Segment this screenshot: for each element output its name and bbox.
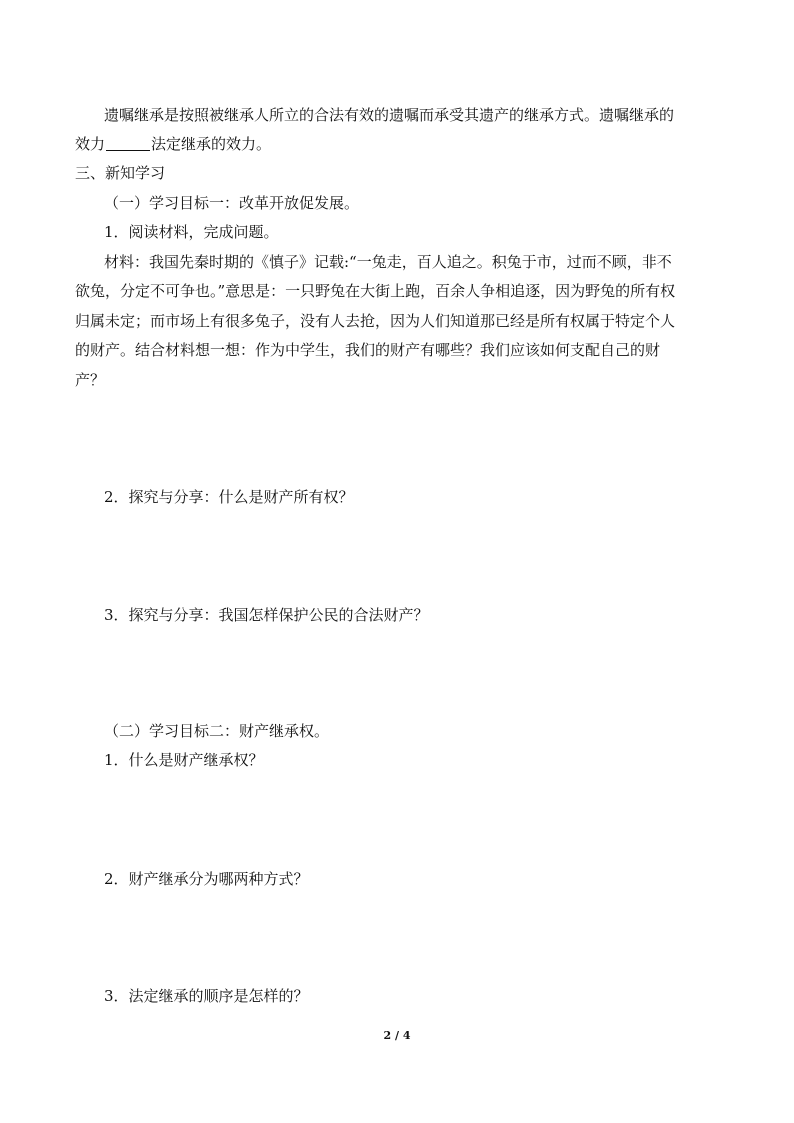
- section-heading: 三、新知学习: [75, 164, 166, 182]
- goal1-question-2: 2．探究与分享：什么是财产所有权？: [104, 488, 354, 506]
- goal2-question-1: 1．什么是财产继承权？: [104, 751, 264, 769]
- goal2-question-2: 2．财产继承分为哪两种方式？: [104, 870, 309, 888]
- goal1-heading: （一）学习目标一：改革开放促发展。: [104, 194, 360, 212]
- goal2-question-3: 3．法定继承的顺序是怎样的？: [104, 987, 309, 1005]
- intro-line-1: 遗嘱继承是按照被继承人所立的合法有效的遗嘱而承受其遗产的继承方式。遗嘱继承的: [104, 106, 675, 124]
- page-number: 2 / 4: [383, 1029, 411, 1042]
- material-line-2: 欲兔，分定不可争也。”意思是：一只野兔在大街上跑，百余人争相追逐，因为野兔的所有权: [75, 282, 676, 300]
- material-line-3: 归属未定；而市场上有很多兔子，没有人去抢，因为人们知道那已经是所有权属于特定个人: [75, 312, 676, 330]
- intro-suffix: 法定继承的效力。: [151, 135, 272, 153]
- intro-line-2: [75, 134, 271, 154]
- material-line-1: 材料：我国先秦时期的《慎子》记载:“一兔走，百人追之。积兔于市，过而不顾，非不: [104, 253, 672, 271]
- intro-prefix: 效力: [75, 135, 106, 153]
- fill-in-blank[interactable]: [106, 136, 150, 151]
- goal1-question-1: 1．阅读材料，完成问题。: [104, 223, 279, 241]
- goal2-heading: （二）学习目标二：财产继承权。: [104, 722, 330, 740]
- goal1-question-3: 3．探究与分享：我国怎样保护公民的合法财产？: [104, 606, 429, 624]
- material-line-5: 产？: [75, 371, 106, 389]
- material-line-4: 的财产。结合材料想一想：作为中学生，我们的财产有哪些？我们应该如何支配自己的财: [75, 341, 661, 359]
